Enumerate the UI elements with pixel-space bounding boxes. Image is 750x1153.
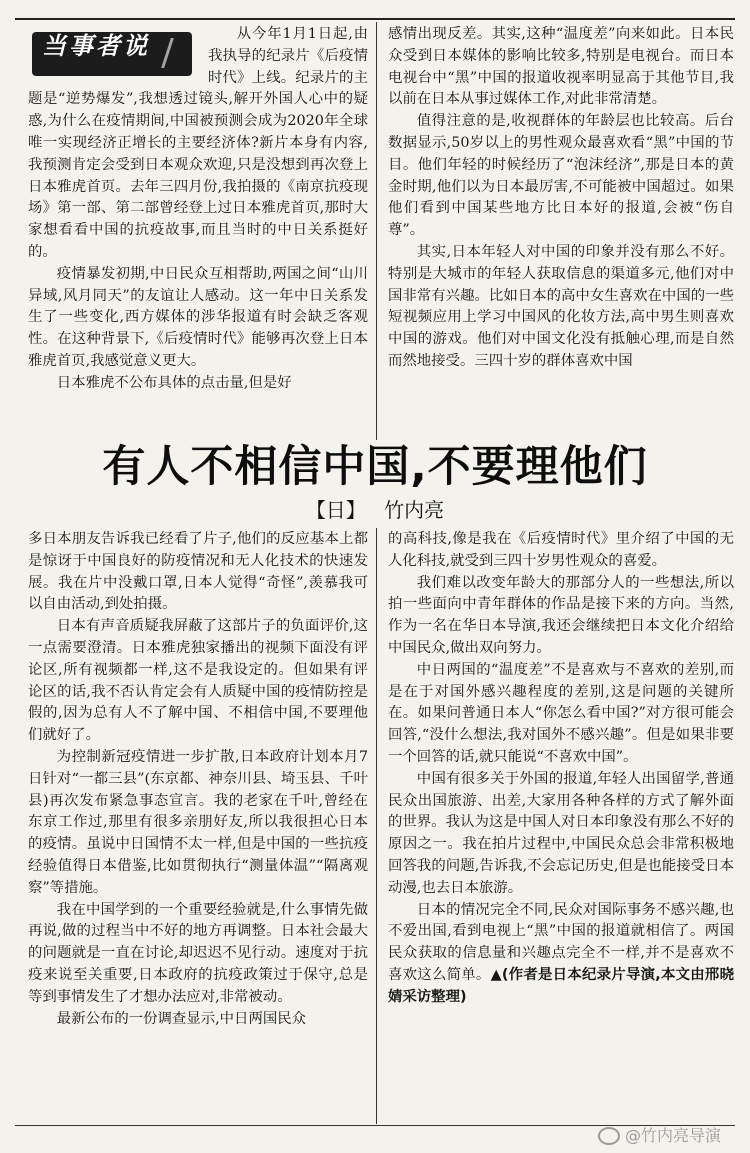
paragraph: 日本有声音质疑我屏蔽了这部片子的负面评价,这一点需要澄清。日本雅虎独家播出的视频下面没有评论区,所有视频都一样,这不是我设定的。但如果有评论区的话,我不否认肯定会有人质疑中国的疫情防控是假的,因为总有人不了解中国、不相信中国,不要理他们就好了。 bbox=[28, 618, 368, 744]
byline-country: 【日】 bbox=[305, 498, 366, 522]
paragraph: 为控制新冠疫情进一步扩散,日本政府计划本月7日针对“一都三县”(东京都、神奈川县、埼玉县、千叶县)再次发布紧急事态宣言。我的老家在千叶,曾经在东京工作过,那里有很多亲朋好友,所以我很担心日本的疫情。虽说中日国情不太一样,但是中国的一些抗疫经验值得日本借鉴,比如贯彻执行“测量体温”“隔离观察”等措施。 bbox=[28, 748, 368, 896]
article-column-top-left bbox=[28, 24, 368, 395]
weibo-icon bbox=[598, 1127, 620, 1145]
paragraph: 感情出现反差。其实,这种“温度差”向来如此。日本民众受到日本媒体的影响比较多,特别是电视台。而日本电视台中“黑”中国的报道收视率明显高于其他节目,我以前在日本从事过媒体工作,对此非常清楚。 bbox=[388, 26, 734, 108]
author-note: ▲(作者是日本纪录片导演,本文由邢晓婧采访整理) bbox=[388, 966, 734, 1005]
paragraph-text: 日本的情况完全不同,民众对国际事务不感兴趣,也不爱出国,看到电视上“黑”中国的报道就相信了。两国民众获取的信息量和兴趣点完全不一样,并不是喜欢不喜欢这么简单。 bbox=[388, 901, 734, 983]
column-divider-bottom bbox=[376, 528, 377, 1124]
headline: 有人不相信中国,不要理他们 bbox=[102, 442, 648, 492]
paragraph: 中日两国的“温度差”不是喜欢与不喜欢的差别,而是在于对国外感兴趣程度的差别,这是问题的关键所在。如果问普通日本人“你怎么看中国?”对方很可能会回答,“没什么想法,我对国外不感兴趣”。但是如果非要一个回答的话,就只能说“不喜欢中国”。 bbox=[388, 661, 734, 765]
paragraph: 我在中国学到的一个重要经验就是,什么事情先做再说,做的过程当中不好的地方再调整。日本社会最大的问题就是一直在讨论,却迟迟不见行动。速度对于抗疫来说至关重要,日本政府的抗疫政策过于保守,总是等到事情发生了才想办法应对,非常被动。 bbox=[28, 901, 368, 1005]
byline-author: 竹内亮 bbox=[384, 498, 445, 522]
paragraph: 中国有很多关于外国的报道,年轻人出国留学,普通民众出国旅游、出差,大家用各种各样的方式了解外面的世界。我认为这是中国人对日本印象没有那么不好的原因之一。我在拍片过程中,中国民众总会非常积极地回答我的问题,告诉我,不会忘记历史,但是也能接受日本动漫,也去日本旅游。 bbox=[388, 770, 734, 896]
weibo-watermark bbox=[598, 1124, 721, 1148]
paragraph: 从今年1月1日起,由我执导的纪录片《后疫情时代》上线。纪录片的主题是“逆势爆发”,我想透过镜头,解开外国人心中的疑惑,为什么在疫情期间,中国被预测会成为2020年全球唯一实现经济正增长的主要经济体?新片本身有内容,我预测肯定会受到日本观众欢迎,只是没想到再次登上日本雅虎首页。去年三四月份,我拍摄的《南京抗疫现场》第一部、第二部曾经登上过日本雅虎首页,那时大家想看看中国的抗疫故事,而且当时的中日关系挺好的。 bbox=[28, 26, 368, 260]
column-label: 当事者说 bbox=[42, 32, 150, 60]
paragraph: 疫情暴发初期,中日民众互相帮助,两国之间“山川异域,风月同天”的友谊让人感动。这一年中日关系发生了一些变化,西方媒体的涉华报道有时会缺乏客观性。在这种背景下,《后疫情时代》能够再次登上日本雅虎首页,我感觉意义更大。 bbox=[28, 265, 368, 369]
paragraph: 最新公布的一份调查显示,中日两国民众 bbox=[56, 1010, 307, 1027]
paragraph: 多日本朋友告诉我已经看了片子,他们的反应基本上都是惊讶于中国良好的防疫情况和无人化技术的快速发展。我在片中没戴口罩,日本人觉得“奇怪”,羡慕我可以自由活动,到处拍摄。 bbox=[28, 531, 368, 613]
column-divider-top bbox=[376, 22, 377, 440]
paragraph bbox=[388, 900, 734, 1009]
watermark-text: @竹内亮导演 bbox=[625, 1126, 722, 1145]
paragraph: 其实,日本年轻人对中国的印象并没有那么不好。特别是大城市的年轻人获取信息的渠道多元,他们对中国非常有兴趣。比如日本的高中女生喜欢在中国的一些短视频应用上学习中国风的化妆方法,高中男生则喜欢中国的游戏。他们对中国文化没有抵触心理,而是自然而然地接受。三四十岁的群体喜欢中国 bbox=[388, 243, 734, 369]
paragraph: 我们难以改变年龄大的那部分人的一些想法,所以拍一些面向中青年群体的作品是接下来的方向。当然,作为一名在华日本导演,我还会继续把日本文化介绍给中国民众,做出双向努力。 bbox=[388, 574, 734, 656]
top-rule bbox=[15, 18, 735, 20]
paragraph: 的高科技,像是我在《后疫情时代》里介绍了中国的无人化科技,就受到三四十岁男性观众的喜爱。 bbox=[388, 531, 734, 569]
article-column-top-right bbox=[388, 24, 734, 373]
paragraph: 值得注意的是,收视群体的年龄层也比较高。后台数据显示,50岁以上的男性观众最喜欢看“黑”中国的节目。他们年轻的时候经历了“泡沫经济”,那是日本的黄金时期,他们以为日本最厉害,不可能被中国超过。如果他们看到中国某些地方比日本好的报道,会被“伤自尊”。 bbox=[388, 113, 734, 239]
article-column-bottom-right bbox=[388, 529, 734, 1009]
paragraph: 日本雅虎不公布具体的点击量,但是好 bbox=[56, 374, 292, 391]
article-column-bottom-left bbox=[28, 529, 368, 1030]
byline bbox=[0, 496, 750, 524]
column-label-badge bbox=[28, 24, 200, 80]
